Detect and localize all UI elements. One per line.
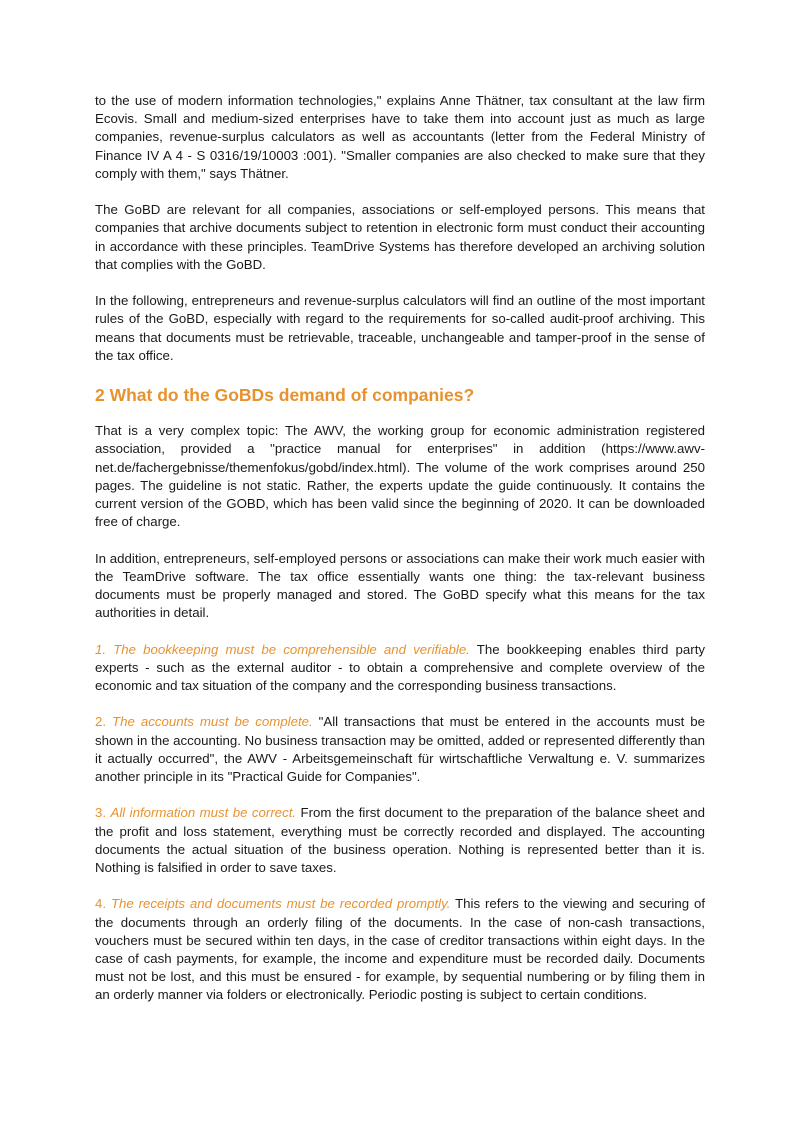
rule-3: [95, 804, 705, 877]
paragraph-gobd-relevance: The GoBD are relevant for all companies, associations or self-employed persons. This means that companies that archive documents subject to retention in electronic form must conduct their accounting in accordance with these principles. TeamDrive Systems has therefore developed an archiving solution that complies with the GoBD.: [95, 202, 705, 272]
rule-2-lead: The accounts must be complete.: [112, 714, 313, 730]
paragraph-outline: In the following, entrepreneurs and revenue-surplus calculators will find an outline of the most important rules of the GoBD, especially with regard to the requirements for so-called audit-proof archiving. This means that documents must be retrievable, traceable, unchangeable and tamper-proof in the sense of the tax office.: [95, 293, 705, 363]
rule-2-body: "All transactions that must be entered in the accounts must be shown in the accounting. No business transaction may be omitted, added or represented differently than it actually occurred", the AWV - Arbeitsgemeinschaft für wirtschaftliche Verwaltung e. V. summarizes another principle in its "Practical Guide for Companies".: [95, 714, 705, 785]
paragraph-awv-manual: That is a very complex topic: The AWV, the working group for economic administration registered association, provided a "practice manual for enterprises" in addition (https://www.awv-net.de/fachergebnisse/themenfokus/gobd/index.html). The volume of the work comprises around 250 pages. The guideline is not static. Rather, the experts update the guide continuously. It contains the current version of the GOBD, which has been valid since the beginning of 2020. It can be downloaded free of charge.: [95, 423, 705, 530]
rule-3-lead: All information must be correct.: [110, 805, 297, 821]
rule-4-number: 4.: [95, 896, 111, 912]
rule-2: [95, 713, 705, 786]
rule-1-body: The bookkeeping enables third party experts - such as the external auditor - to obtain a comprehensive and complete overview of the economic and tax situation of the company and the corresponding business transactions.: [95, 641, 705, 694]
rule-4-body: This refers to the viewing and securing of the documents through an orderly filing of the documents. In the case of non-cash transactions, vouchers must be secured within ten days, in the case of creditor transactions within eight days. In the case of cash payments, for example, the income and expenditure must be recorded daily. Documents must not be lost, and this must be ensured - for example, by sequential numbering or by filing them in an orderly manner via folders or electronically. Periodic posting is subject to certain conditions.: [95, 896, 706, 1003]
document-page: [95, 92, 705, 1023]
rule-4-lead: The receipts and documents must be recorded promptly.: [110, 896, 451, 912]
rule-3-number: 3.: [95, 805, 111, 821]
section-heading: 2 What do the GoBDs demand of companies?: [95, 385, 475, 406]
paragraph-intro-continuation: to the use of modern information technologies," explains Anne Thätner, tax consultant at the law firm Ecovis. Small and medium-sized enterprises have to take them into account just as much as large companies, revenue-surplus calculators as well as accountants (letter from the Federal Ministry of Finance IV A 4 - S 0316/19/10003 :001). "Smaller companies are also checked to make sure that they comply with them," says Thätner.: [95, 93, 705, 181]
rule-2-number: 2.: [95, 714, 113, 730]
rule-1-lead: 1. The bookkeeping must be comprehensible and verifiable.: [95, 641, 470, 657]
paragraph-teamdrive: In addition, entrepreneurs, self-employed persons or associations can make their work much easier with the TeamDrive software. The tax office essentially wants one thing: the tax-relevant business documents must be properly managed and stored. The GoBD specify what this means for the tax authorities in detail.: [95, 550, 705, 621]
rule-3-body: From the first document to the preparation of the balance sheet and the profit and loss statement, everything must be correctly recorded and displayed. The accounting documents the actual situation of the business operation. Nothing is represented better than it is. Nothing is falsified in order to save taxes.: [95, 805, 705, 876]
rule-4: [95, 895, 705, 1004]
rule-1: [95, 641, 705, 696]
